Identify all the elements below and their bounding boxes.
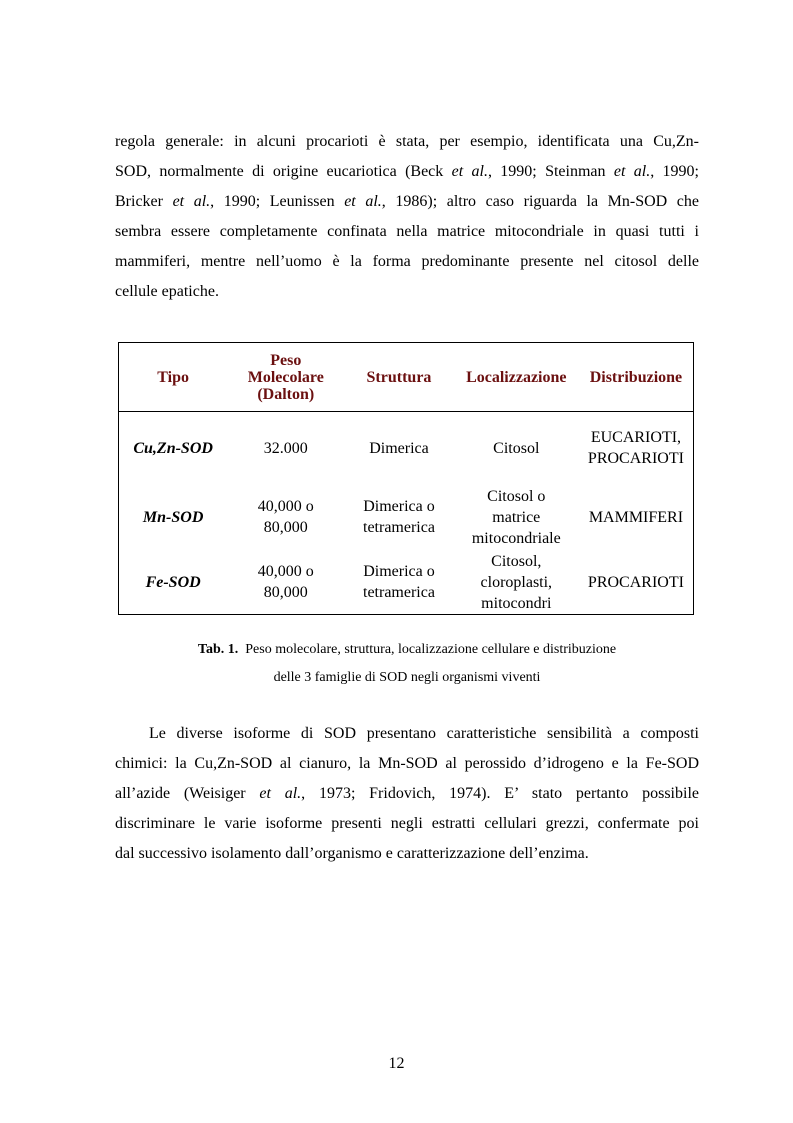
text-line [115,247,699,277]
citation-et-al: et al. [344,193,382,210]
text-segment: cellule epatiche. [115,283,219,300]
text-segment: chimici: la Cu,Zn-SOD al cianuro, la Mn-SOD al perossido d’idrogeno e la Fe-SOD [115,755,699,772]
text-segment: Le diverse isoforme di SOD presentano caratteristiche sensibilità a composti [149,725,699,742]
text-line [115,277,699,307]
cell-tipo: Fe-SOD [145,573,201,591]
table-caption-line-1 [115,636,699,664]
cell-distribuzione [579,550,694,615]
cell-localizzazione [454,412,579,485]
header-peso-line: Peso [270,351,302,369]
table-row [119,550,694,615]
text-line [115,749,699,779]
text-line [115,839,699,869]
text-line [115,157,699,187]
cell-line: PROCARIOTI [587,573,684,591]
cell-peso [227,484,344,550]
cell-line: EUCARIOTI, [590,429,682,446]
header-peso-line: (Dalton) [257,385,315,403]
text-segment: all’azide (Weisiger [115,785,260,802]
sod-families-table [118,342,694,615]
header-localizzazione: Localizzazione [454,343,579,412]
table-row [119,484,694,550]
header-peso-line: Molecolare [247,368,324,386]
caption-text: Peso molecolare, struttura, localizzazione cellulare e distribuzione [245,642,617,657]
cell-localizzazione [454,550,579,615]
text-segment: , 1990; Leunissen [210,193,345,210]
cell-line: tetramerica [363,519,435,536]
cell-peso [227,550,344,615]
caption-label: Tab. 1. [197,642,239,657]
paragraph-2 [115,719,699,869]
cell-line: mitocondri [481,594,552,612]
table-caption-line-2: delle 3 famiglie di SOD negli organismi viventi [273,670,541,685]
page-number: 12 [388,1055,405,1072]
text-segment: , 1990; Steinman [487,163,614,180]
citation-et-al: et al. [451,163,488,180]
cell-struttura [344,412,453,485]
text-segment: mammiferi, mentre nell’uomo è la forma predominante presente nel citosol delle [115,253,699,270]
cell-line: Dimerica [369,439,429,457]
cell-line: MAMMIFERI [588,508,684,526]
cell-distribuzione [579,484,694,550]
table-row [119,412,694,485]
text-line [115,187,699,217]
text-segment: , 1973; Fridovich, 1974). E’ stato pertanto possibile [301,785,699,802]
text-line [115,217,699,247]
citation-et-al: et al. [259,785,302,802]
header-distribuzione: Distribuzione [579,343,694,412]
cell-line: Citosol, [491,552,542,570]
text-segment: , 1986); altro caso riguarda la Mn-SOD che [381,193,699,210]
cell-line: 80,000 [263,584,308,601]
cell-line: Citosol [493,439,540,457]
text-segment: Bricker [115,193,173,210]
cell-line: mitocondriale [471,529,561,547]
text-segment: regola generale: in alcuni procarioti è stata, per esempio, identificata una Cu,Zn- [115,133,699,150]
citation-et-al: et al. [613,163,651,180]
cell-line: cloroplasti, [480,573,553,591]
cell-tipo: Cu,Zn-SOD [133,439,213,457]
cell-line: PROCARIOTI [587,450,684,467]
text-line [115,127,699,157]
cell-struttura [344,550,453,615]
citation-et-al: et al. [172,193,211,210]
cell-line: matrice [492,508,541,526]
cell-struttura [344,484,453,550]
text-segment: discriminare le varie isoforme presenti negli estratti cellulari grezzi, confermate poi [115,815,699,832]
header-struttura: Struttura [344,343,453,412]
text-segment: sembra essere completamente confinata nella matrice mitocondriale in quasi tutti i [115,223,699,240]
text-line [115,809,699,839]
cell-line: 32.000 [263,439,308,457]
cell-line: 40,000 o [257,498,314,515]
text-segment: dal successivo isolamento dall’organismo e caratterizzazione dell’enzima. [115,845,589,862]
table-header-row [119,343,694,412]
cell-line: 40,000 o [257,563,314,580]
cell-line: 80,000 [263,519,308,536]
cell-line: Dimerica o [363,563,435,580]
cell-localizzazione [454,484,579,550]
text-segment: SOD, normalmente di origine eucariotica (Beck [115,163,452,180]
cell-line: Dimerica o [363,498,435,515]
text-line [115,779,699,809]
cell-tipo: Mn-SOD [142,508,204,526]
paragraph-1 [115,127,699,307]
text-segment: , 1990; [650,163,699,180]
cell-line: Citosol o [487,487,546,505]
header-tipo: Tipo [119,343,228,412]
header-peso-molecolare [227,343,344,412]
cell-peso [227,412,344,485]
cell-line: tetramerica [363,584,435,601]
cell-distribuzione [579,412,694,485]
text-line [115,719,699,749]
